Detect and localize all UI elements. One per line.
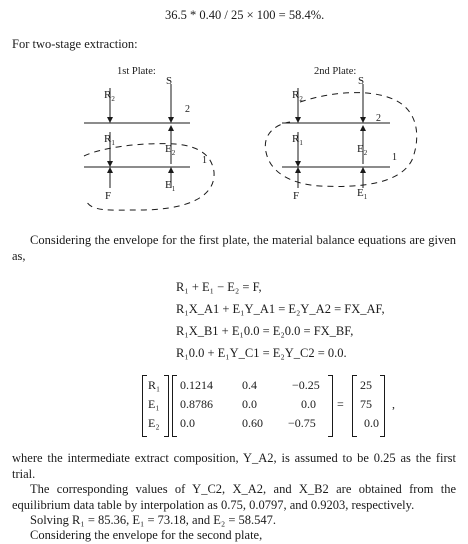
second-plate-line: Considering the envelope for the second plate,: [30, 528, 263, 542]
plate2-r1-label: $R_1$: [292, 133, 303, 147]
plate2-stage-1: 1: [392, 152, 397, 163]
vector-r1: R₁: [148, 378, 161, 392]
plate2-s-label: S: [358, 75, 365, 87]
plate2-e1-label: $E_1$: [357, 187, 368, 201]
plate2-envelope: [265, 93, 416, 187]
extraction-diagram: [0, 60, 468, 225]
plate1-f-label: F: [105, 190, 112, 202]
matrix-r2c2: 0.0: [242, 397, 257, 411]
plate1-title: 1st Plate:: [117, 66, 156, 77]
vector-e2: E₂: [148, 416, 160, 430]
equation-4: R₁0.0 + E₁Y_C1 = E₂Y_C2 = 0.0.: [176, 346, 347, 360]
matrix-system: [142, 375, 442, 437]
matrix-equals: =: [337, 397, 344, 411]
rhs-2: 75: [360, 397, 372, 411]
envelope-paragraph: Considering the envelope for the first plate, the material balance equations are given as,: [12, 233, 456, 263]
plate1-envelope: [84, 144, 214, 211]
plate2-f-label: F: [293, 190, 300, 202]
plate2-title: 2nd Plate:: [314, 66, 357, 77]
matrix-r2c1: 0.8786: [180, 397, 213, 411]
plate1-r1-label: $R_1$: [104, 133, 115, 147]
solving-line: Solving R₁ = 85.36, E₁ = 73.18, and E₂ = 58.547.: [30, 513, 277, 527]
plate1-r2-label: $R_2$: [104, 89, 115, 103]
plate1-e1-label: $E_1$: [165, 179, 176, 193]
plate1-stage-2: 2: [185, 104, 190, 115]
plate1-stage-1: 1: [202, 155, 207, 166]
plate1-e2-label: $E_2$: [165, 143, 176, 157]
equation-2: R₁X_A1 + E₁Y_A1 = E₂Y_A2 = FX_AF,: [176, 302, 385, 316]
matrix-r1c3: −0.25: [292, 378, 320, 392]
matrix-r2c3: 0.0: [301, 397, 316, 411]
corresponding-paragraph: The corresponding values of Y_C2, X_A2, and X_B2 are obtained from the equilibrium data table by interpolation as 0.75, 0.0797, and 0.9203, respectively.: [12, 482, 456, 512]
rhs-3: 0.0: [364, 416, 379, 430]
top-formula: 36.5 * 0.40 / 25 × 100 = 58.4%.: [165, 8, 325, 22]
rhs-1: 25: [360, 378, 372, 392]
matrix-r3c1: 0.0: [180, 416, 195, 430]
plate1-s-label: S: [166, 75, 173, 87]
trial-paragraph: where the intermediate extract composition, Y_A2, is assumed to be 0.25 as the first trial.: [12, 451, 456, 481]
vector-e1: E₁: [148, 397, 160, 411]
equation-1: R₁ + E₁ − E₂ = F,: [176, 280, 262, 294]
two-stage-heading: For two-stage extraction:: [12, 37, 138, 51]
matrix-r3c3: −0.75: [288, 416, 316, 430]
plate2-e2-label: $E_2$: [357, 143, 368, 157]
matrix-trailing-comma: ,: [392, 397, 395, 411]
equation-3: R₁X_B1 + E₁0.0 = E₂0.0 = FX_BF,: [176, 324, 354, 338]
plate2-stage-2: 2: [376, 113, 381, 124]
matrix-r1c1: 0.1214: [180, 378, 213, 392]
plate2-r2-label: $R_2$: [292, 89, 303, 103]
matrix-r1c2: 0.4: [242, 378, 257, 392]
matrix-r3c2: 0.60: [242, 416, 263, 430]
